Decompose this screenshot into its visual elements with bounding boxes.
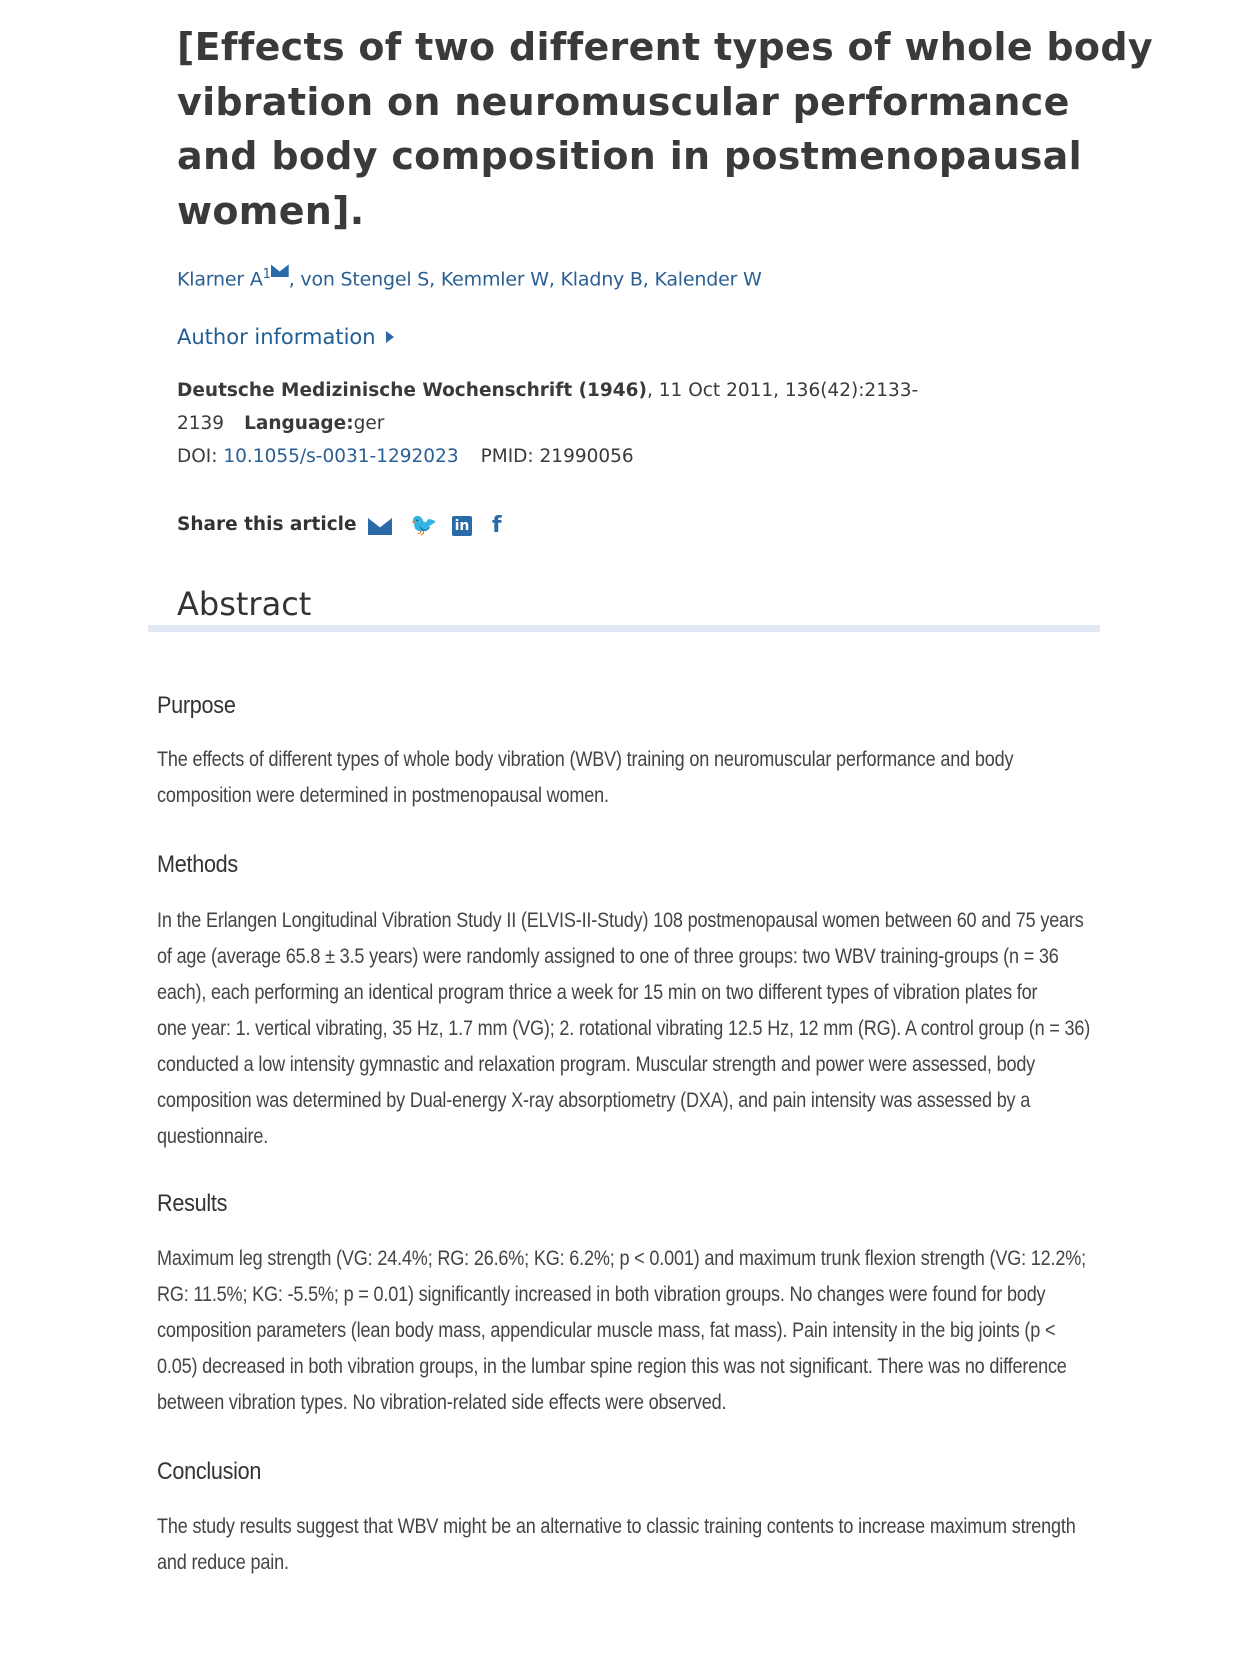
author-information-toggle[interactable] [177, 325, 394, 349]
text-line: RG: 11.5%; KG: -5.5%; p = 0.01) significantly increased in both vibration groups. No changes were found for body [157, 1283, 1046, 1306]
section-body-results [157, 1241, 1086, 1421]
text-line: between vibration types. No vibration-related side effects were observed. [157, 1391, 727, 1414]
section-heading-conclusion: Conclusion [157, 1458, 262, 1485]
author-link[interactable]: Kemmler W [440, 268, 549, 291]
separator: , [548, 268, 561, 291]
section-body-purpose [157, 742, 1013, 814]
pmid-label: PMID: [480, 446, 540, 467]
author-list [177, 267, 762, 290]
journal-citation [177, 374, 918, 407]
author-link[interactable]: Klarner A [177, 268, 263, 291]
pages-end: 2139 [177, 413, 225, 434]
language-label: Language: [244, 413, 354, 434]
author-link[interactable]: von Stengel S [300, 268, 430, 291]
text-line: The study results suggest that WBV might be an alternative to classic training contents to increase maximum strength [157, 1515, 1076, 1538]
text-line: and reduce pain. [157, 1551, 289, 1574]
section-body-methods [157, 903, 1090, 1155]
text-line: composition parameters (lean body mass, appendicular muscle mass, fat mass). Pain intensity in the big joints (p < [157, 1319, 1056, 1342]
linkedin-icon[interactable]: in [452, 516, 472, 536]
section-heading-purpose: Purpose [157, 692, 236, 719]
text-line: questionnaire. [157, 1125, 269, 1148]
doi-label: DOI: [177, 446, 224, 467]
article-title [177, 20, 1153, 238]
separator: , [642, 268, 655, 291]
abstract-heading: Abstract [177, 585, 312, 623]
affiliation-sup: 1 [262, 267, 271, 282]
author-link[interactable]: Kladny B [560, 268, 643, 291]
facebook-icon[interactable]: f [492, 513, 502, 538]
text-line: composition were determined in postmenopausal women. [157, 784, 609, 807]
text-line: composition was determined by Dual-energy X-ray absorptiometry (DXA), and pain intensity was assessed by a [157, 1089, 1031, 1112]
text-line: The effects of different types of whole body vibration (WBV) training on neuromuscular performance and body [157, 748, 1014, 771]
title-line: and body composition in postmenopausal [177, 134, 1082, 178]
separator: , [429, 268, 441, 291]
text-line: conducted a low intensity gymnastic and relaxation program. Muscular strength and power were assessed, body [157, 1053, 1036, 1076]
section-heading-methods: Methods [157, 851, 238, 878]
twitter-icon[interactable]: 🐦 [410, 513, 438, 538]
pmid-value: 21990056 [539, 446, 634, 467]
email-icon[interactable] [271, 264, 289, 277]
email-icon[interactable] [368, 518, 392, 535]
caret-right-icon [386, 331, 394, 343]
separator: , [288, 268, 301, 291]
text-line: 0.05) decreased in both vibration groups, in the lumbar spine region this was not significant. There was no difference [157, 1355, 1067, 1378]
doi-link[interactable]: 10.1055/s-0031-1292023 [223, 446, 459, 467]
text-line: each), each performing an identical program thrice a week for 15 min on two different types of vibration plates for [157, 981, 1038, 1004]
text-line: one year: 1. vertical vibrating, 35 Hz, 1.7 mm (VG); 2. rotational vibrating 12.5 Hz, 12 mm (RG). A control group (n = 36) [157, 1017, 1091, 1040]
journal-details: , 11 Oct 2011, 136(42):2133- [647, 380, 919, 401]
pages-language [177, 407, 384, 440]
text-line: Maximum leg strength (VG: 24.4%; RG: 26.6%; KG: 6.2%; p < 0.001) and maximum trunk flexion strength (VG: 12.2%; [157, 1247, 1086, 1270]
abstract-divider [148, 625, 1100, 632]
section-body-conclusion [157, 1509, 1076, 1581]
text-line: In the Erlangen Longitudinal Vibration Study II (ELVIS-II-Study) 108 postmenopausal women between 60 and 75 years [157, 909, 1084, 932]
text-line: of age (average 65.8 ± 3.5 years) were randomly assigned to one of three groups: two WBV training-groups (n = 36 [157, 945, 1059, 968]
author-link[interactable]: Kalender W [654, 268, 762, 291]
title-line: [Effects of two different types of whole body [177, 25, 1153, 69]
identifiers [177, 440, 634, 473]
title-line: women]. [177, 188, 365, 233]
section-heading-results: Results [157, 1190, 228, 1217]
journal-name: Deutsche Medizinische Wochenschrift (1946) [177, 380, 648, 401]
share-label: Share this article [177, 514, 357, 535]
title-line: vibration on neuromuscular performance [177, 79, 1070, 124]
author-information-label: Author information [177, 325, 376, 349]
language-value: ger [353, 413, 385, 434]
